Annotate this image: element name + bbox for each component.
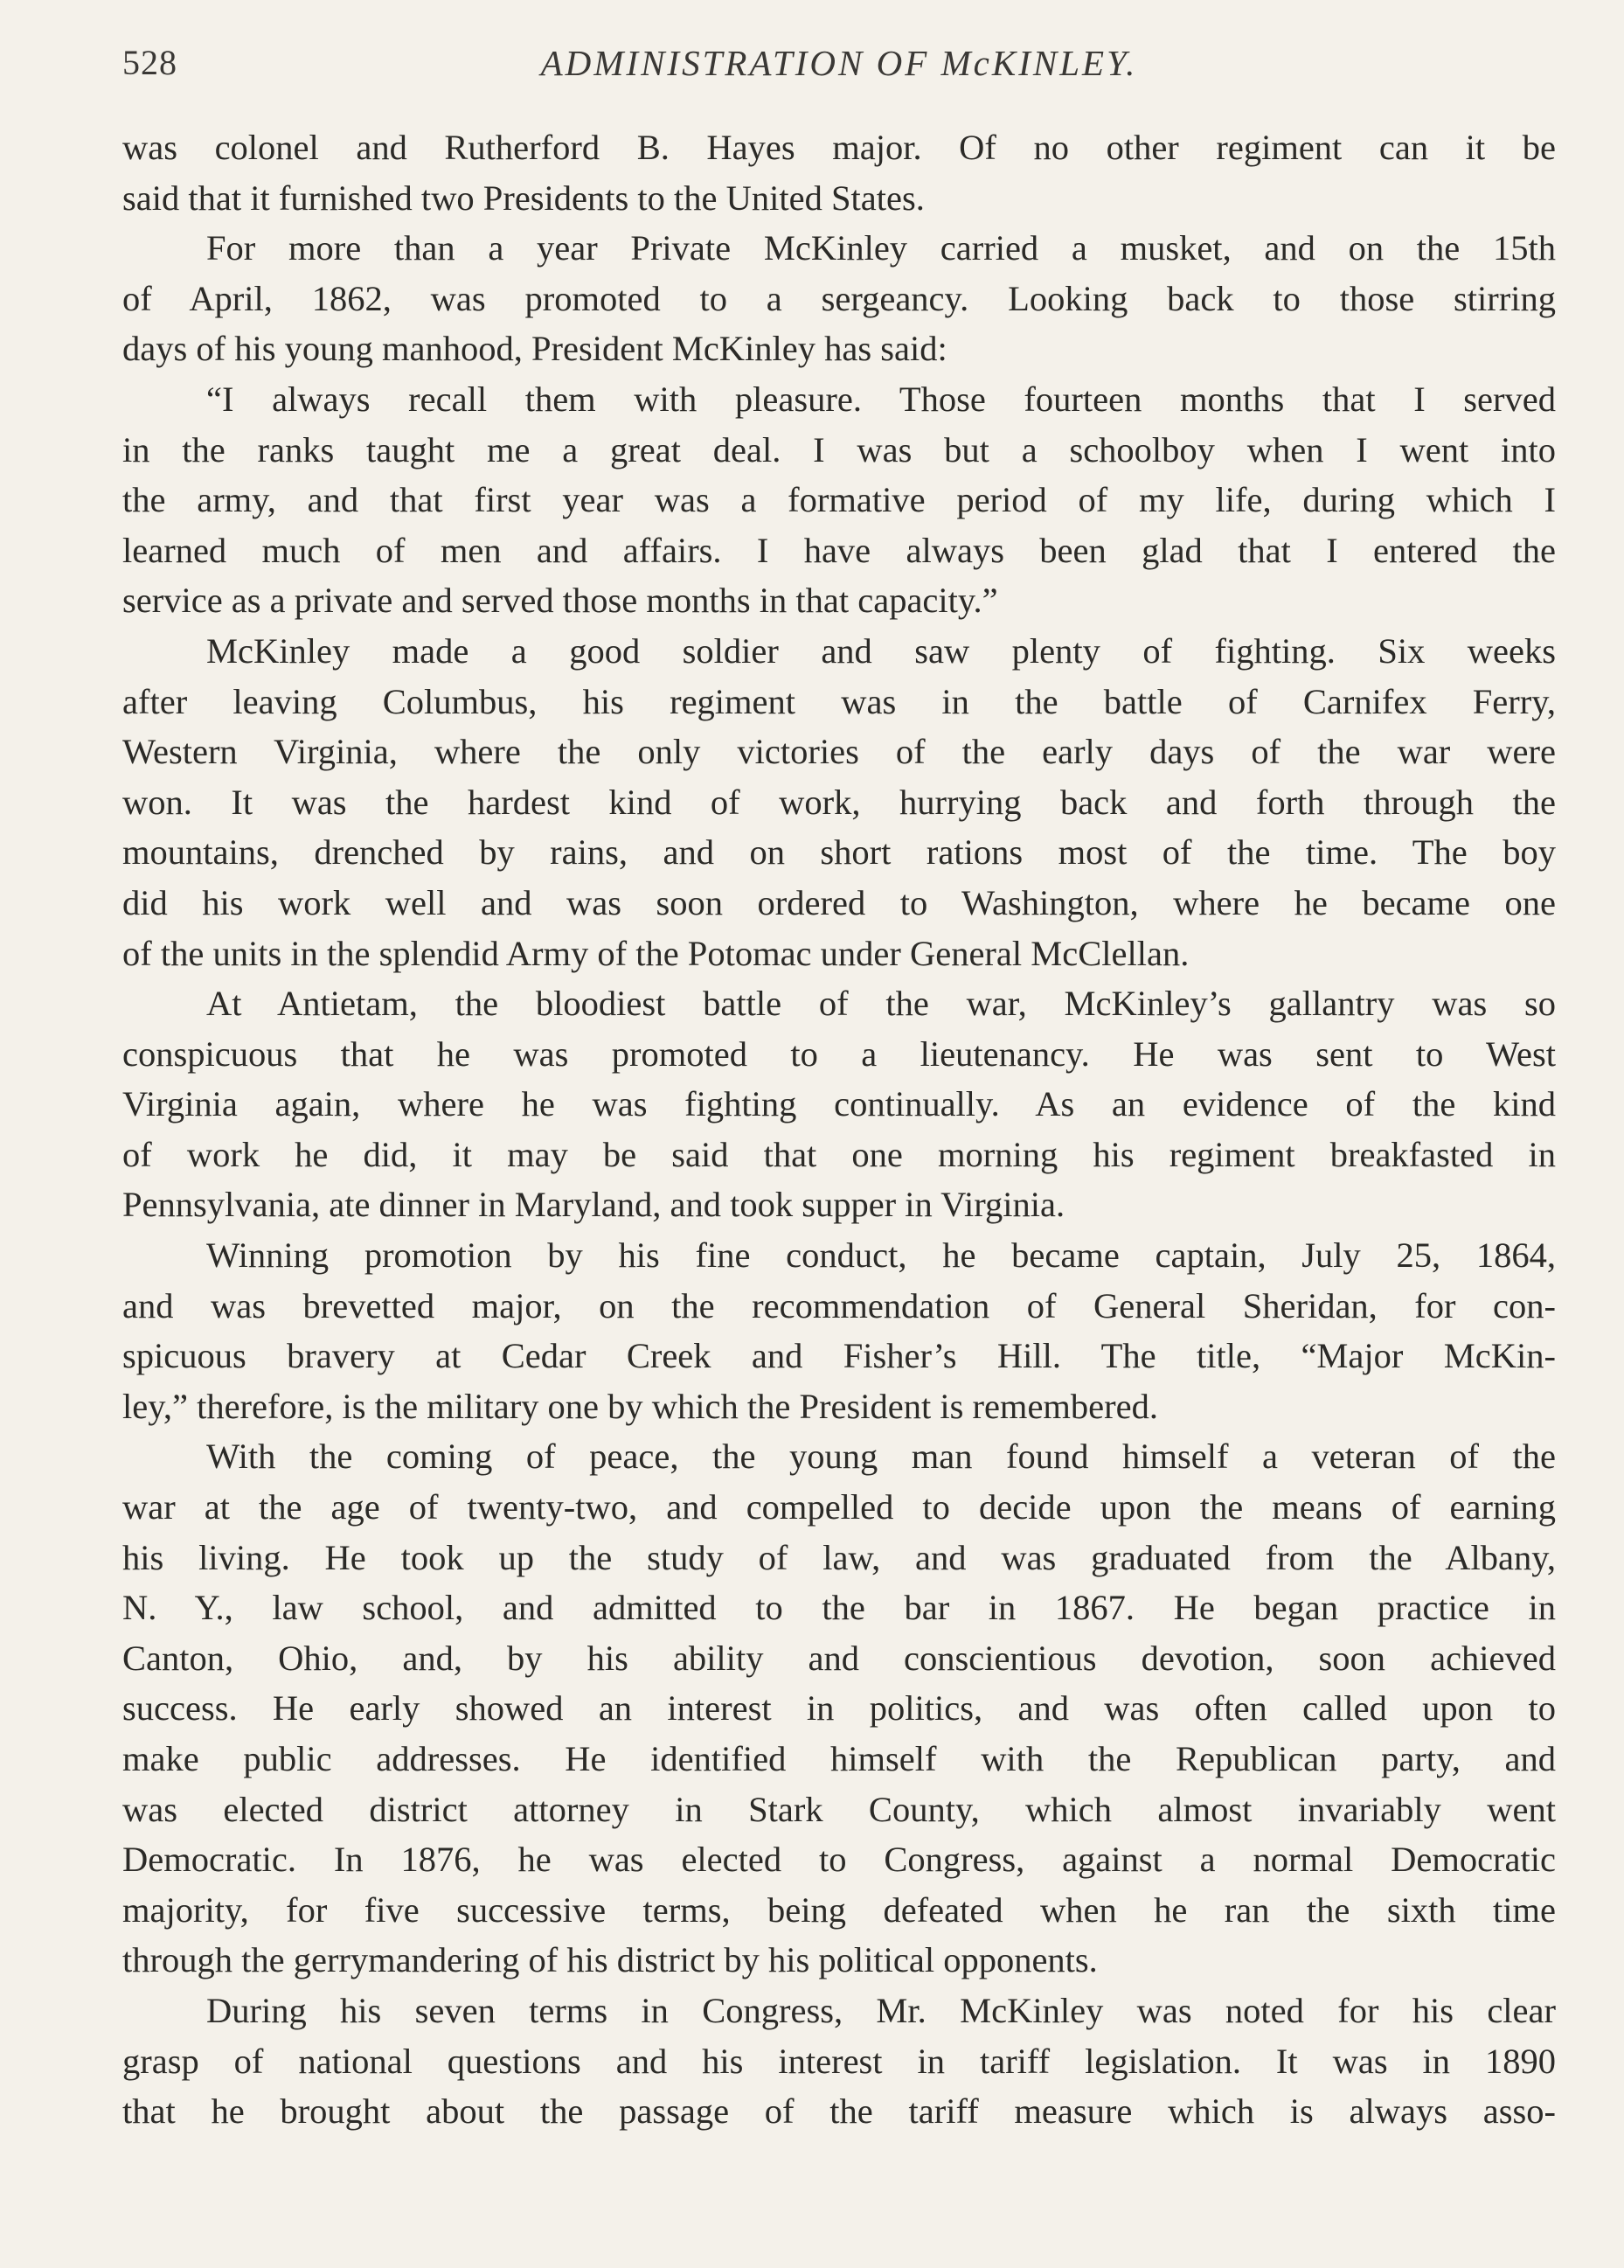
text-line: mountains, drenched by rains, and on short rations most of the time. The boy xyxy=(122,832,1556,873)
text-line: won. It was the hardest kind of work, hurrying back and forth through the xyxy=(122,782,1556,822)
paragraph xyxy=(122,978,1556,1230)
text-line: conspicuous that he was promoted to a lieutenancy. He was sent to West xyxy=(122,1033,1556,1074)
body-text xyxy=(122,122,1556,2137)
text-line: learned much of men and affairs. I have always been glad that I entered the xyxy=(122,530,1556,570)
text-line: majority, for five successive terms, being defeated when he ran the sixth time xyxy=(122,1889,1556,1930)
paragraph xyxy=(122,626,1556,978)
text-line: and was brevetted major, on the recommendation of General Sheridan, for con- xyxy=(122,1285,1556,1325)
page-header xyxy=(122,42,1556,94)
text-line: ley,” therefore, is the military one by which the President is remembered. xyxy=(122,1386,1158,1426)
text-line: in the ranks taught me a great deal. I was but a schoolboy when I went into xyxy=(122,429,1556,470)
text-line: service as a private and served those months in that capacity.” xyxy=(122,581,998,621)
text-line: Western Virginia, where the only victories of the early days of the war were xyxy=(122,732,1556,772)
text-line: Democratic. In 1876, he was elected to Congress, against a normal Democratic xyxy=(122,1840,1556,1880)
text-line: For more than a year Private McKinley carried a musket, and on the 15th xyxy=(206,228,1556,268)
text-line: was colonel and Rutherford B. Hayes major. Of no other regiment can it be xyxy=(122,128,1556,167)
text-line: his living. He took up the study of law, and was graduated from the Albany, xyxy=(122,1537,1556,1577)
text-line: Pennsylvania, ate dinner in Maryland, and took supper in Virginia. xyxy=(122,1185,1065,1225)
text-line: that he brought about the passage of the tariff measure which is always asso- xyxy=(122,2091,1556,2132)
text-line: grasp of national questions and his interest in tariff legislation. It was in 1890 xyxy=(122,2041,1556,2081)
text-line: did his work well and was soon ordered to Washington, where he became one xyxy=(122,882,1556,922)
text-line: N. Y., law school, and admitted to the bar in 1867. He began practice in xyxy=(122,1588,1556,1628)
text-line: Canton, Ohio, and, by his ability and conscientious devotion, soon achieved xyxy=(122,1638,1556,1678)
text-line: through the gerrymandering of his district by his political opponents. xyxy=(122,1940,1098,1980)
text-line: the army, and that first year was a formative period of my life, during which I xyxy=(122,480,1556,520)
paragraph xyxy=(122,1431,1556,1986)
text-line: McKinley made a good soldier and saw plenty of fighting. Six weeks xyxy=(206,630,1556,671)
text-line: success. He early showed an interest in politics, and was often called upon to xyxy=(122,1688,1556,1729)
text-line: war at the age of twenty-two, and compelled to decide upon the means of earning xyxy=(122,1487,1556,1527)
text-line: of work he did, it may be said that one morning his regiment breakfasted in xyxy=(122,1134,1556,1174)
text-line: During his seven terms in Congress, Mr. McKinley was noted for his clear xyxy=(206,1990,1556,2030)
text-line: of the units in the splendid Army of the Potomac under General McClellan. xyxy=(122,933,1190,973)
text-line: “I always recall them with pleasure. Those fourteen months that I served xyxy=(206,379,1556,419)
text-line: make public addresses. He identified himself with the Republican party, and xyxy=(122,1739,1556,1778)
text-line: after leaving Columbus, his regiment was in the battle of Carnifex Ferry, xyxy=(122,681,1556,721)
text-line: spicuous bravery at Cedar Creek and Fisher’s Hill. The title, “Major McKin- xyxy=(122,1336,1556,1376)
text-line: Virginia again, where he was fighting continually. As an evidence of the kind xyxy=(122,1084,1556,1124)
text-line: days of his young manhood, President McKinley has said: xyxy=(122,329,947,369)
page-number: 528 xyxy=(122,43,177,82)
running-head: ADMINISTRATION OF McKINLEY. xyxy=(540,43,1138,83)
text-line: was elected district attorney in Stark County, which almost invariably went xyxy=(122,1789,1556,1829)
text-line: said that it furnished two Presidents to the United States. xyxy=(122,177,925,218)
paragraph xyxy=(122,223,1556,374)
paragraph xyxy=(122,1986,1556,2137)
text-line: With the coming of peace, the young man found himself a veteran of the xyxy=(206,1437,1556,1477)
text-line: of April, 1862, was promoted to a sergeancy. Looking back to those stirring xyxy=(122,278,1556,318)
paragraph xyxy=(122,1230,1556,1431)
text-line: At Antietam, the bloodiest battle of the war, McKinley’s gallantry was so xyxy=(206,984,1556,1024)
paragraph xyxy=(122,122,1556,223)
paragraph xyxy=(122,374,1556,626)
text-line: Winning promotion by his fine conduct, he became captain, July 25, 1864, xyxy=(206,1235,1556,1276)
